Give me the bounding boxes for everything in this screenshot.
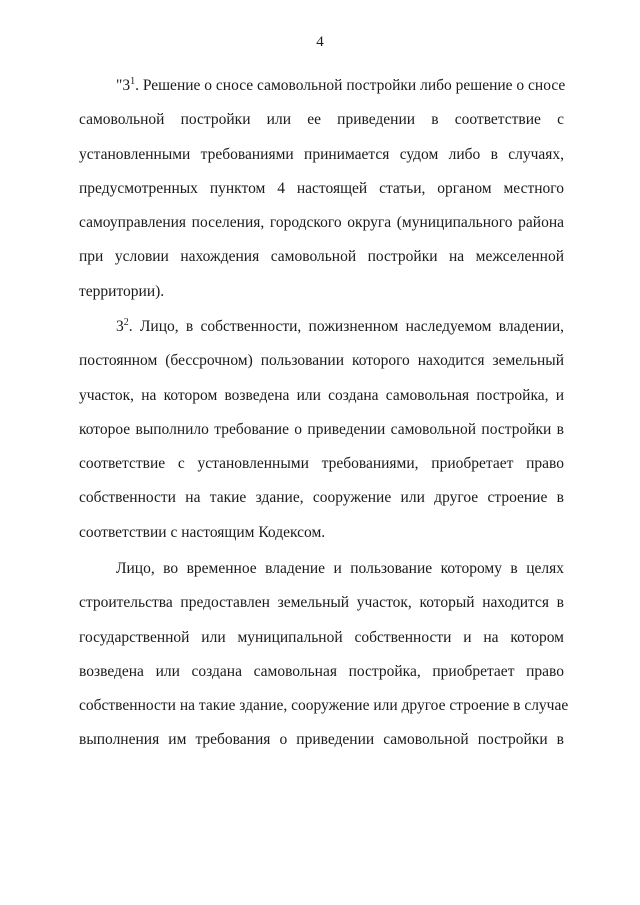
paragraph-line: соответствии с настоящим Кодексом. — [79, 523, 326, 541]
line-text: . Решение о сносе самовольной постройки либо решение о сносе — [135, 77, 566, 94]
paragraph-line — [79, 69, 564, 103]
paragraph-line: постоянном (бессрочном) пользовании которого находится земельный — [79, 352, 564, 370]
paragraph-temporary-possession — [79, 552, 569, 758]
line-text: . Лицо, в собственности, пожизненном наследуемом владении, — [128, 318, 564, 335]
paragraph-line: самоуправления поселения, городского округа (муниципального района — [79, 214, 564, 232]
paragraph-line: которое выполнило требование о приведении самовольной постройки в — [79, 420, 564, 438]
clause-number: "3 — [116, 77, 131, 94]
paragraph-line: предусмотренных пунктом 4 настоящей статьи, органом местного — [79, 179, 564, 197]
clause-superscript: 2 — [123, 316, 129, 328]
paragraph-line: территории). — [79, 282, 165, 300]
paragraph-line: возведена или создана самовольная постройка, приобретает право — [79, 662, 564, 680]
paragraph-line: соответствие с установленными требованиями, приобретает право — [79, 455, 564, 473]
paragraph-line — [79, 310, 564, 344]
page-number: 4 — [316, 34, 324, 50]
paragraph-line: собственности на такие здание, сооружение или другое строение в случае — [79, 697, 569, 715]
paragraph-line: участок, на котором возведена или создана самовольная постройка, и — [79, 386, 564, 404]
clause-number: 3 — [116, 318, 124, 335]
paragraph-line: выполнения им требования о приведении самовольной постройки в — [79, 731, 564, 749]
paragraph-3-2 — [79, 310, 564, 550]
paragraph-line: при условии нахождения самовольной постройки на межселенной — [79, 248, 564, 266]
clause-superscript: 1 — [130, 75, 136, 87]
paragraph-line: государственной или муниципальной собственности и на котором — [79, 628, 564, 646]
paragraph-3-1 — [79, 69, 564, 309]
paragraph-line: строительства предоставлен земельный участок, который находится в — [79, 594, 564, 612]
paragraph-line: собственности на такие здание, сооружение или другое строение в — [79, 489, 564, 507]
paragraph-line: Лицо, во временное владение и пользование которому в целях — [116, 560, 564, 577]
paragraph-line: самовольной постройки или ее приведении в соответствие с — [79, 111, 564, 129]
paragraph-line: установленными требованиями принимается судом либо в случаях, — [79, 145, 564, 163]
